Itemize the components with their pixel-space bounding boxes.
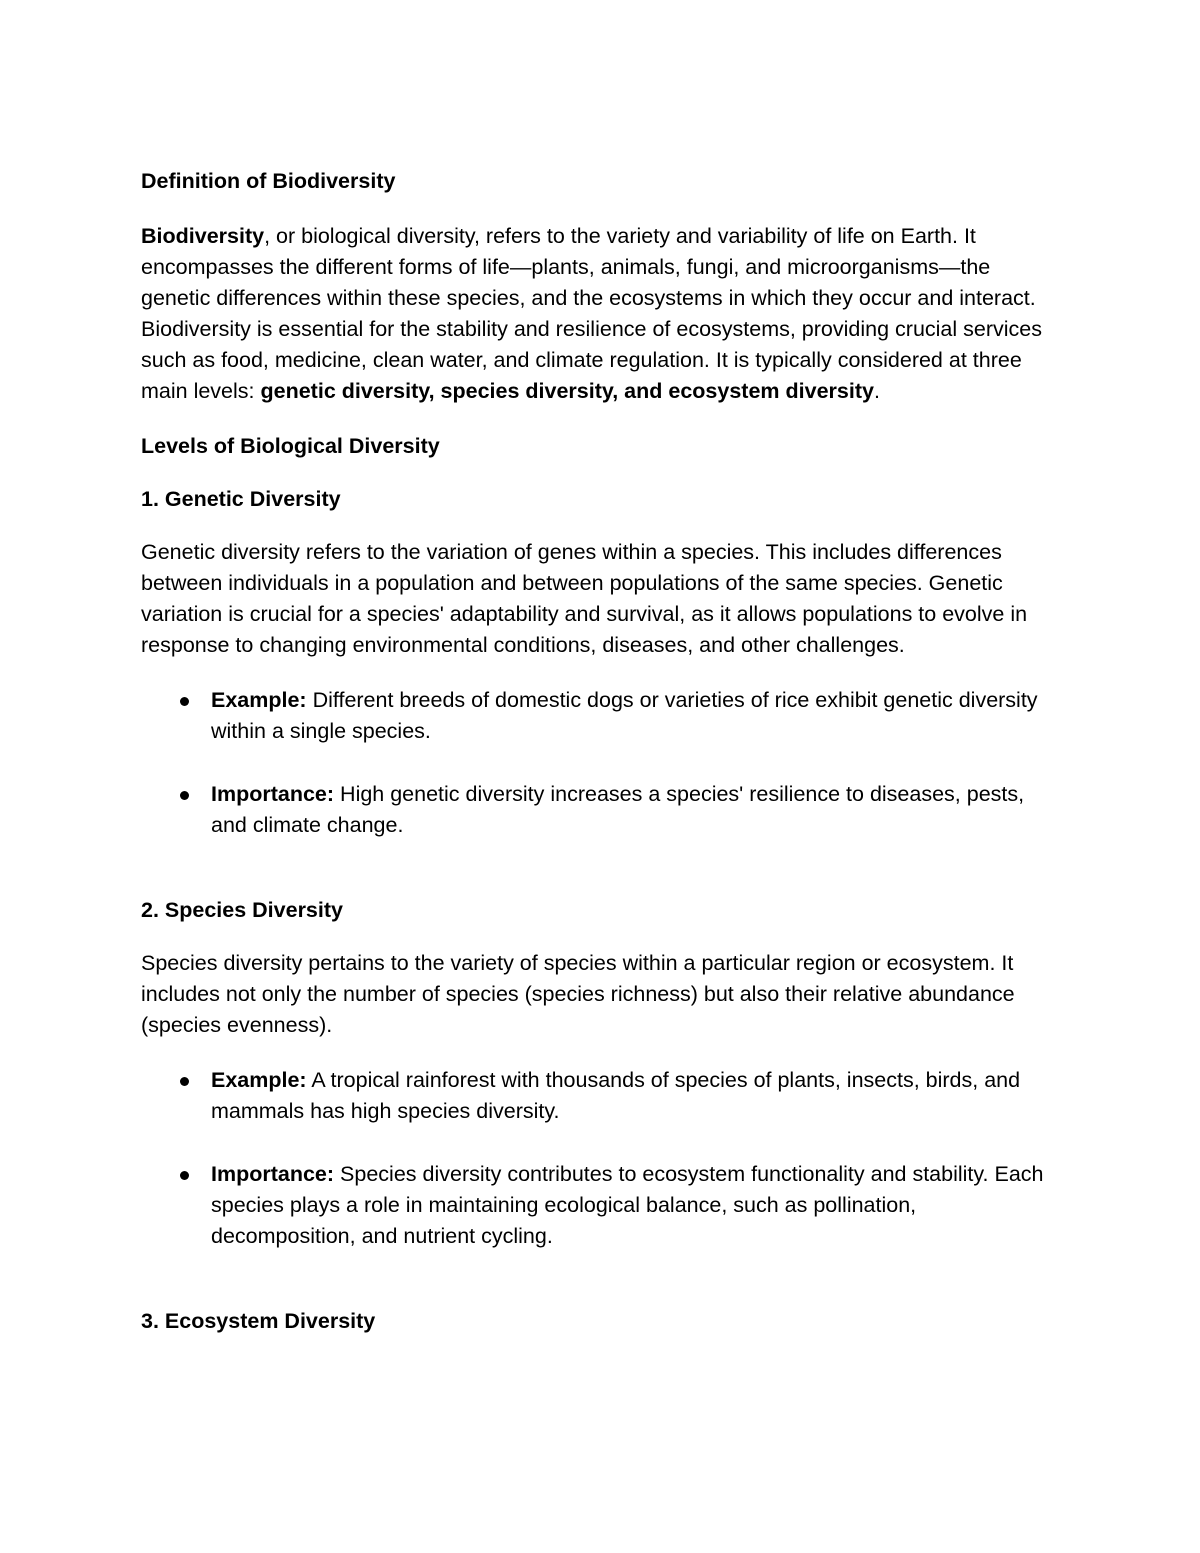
species-paragraph: Species diversity pertains to the variety of species within a particular region or ecosystem. It includes not only the number of species (species richness) but also their relative abundance (species evenness). [141, 951, 1015, 1037]
bullet-label: Example: [211, 688, 307, 712]
list-item [141, 1159, 1061, 1252]
biodiversity-term: Biodiversity [141, 224, 265, 248]
definition-text: , or biological diversity, refers to the variety and variability of life on Earth. It encompasses the different forms of life—plants, animals, fungi, and microorganisms—the genetic differences within these species, and the ecosystems in which they occur and interact. Biodiversity is essential for the stability and resilience of ecosystems, providing crucial services such as food, medicine, clean water, and climate regulation. It is typically considered at three main levels: [141, 224, 1042, 403]
list-item [141, 1065, 1061, 1127]
definition-end: . [873, 379, 880, 403]
definition-levels: genetic diversity, species diversity, and ecosystem diversity [260, 379, 874, 403]
document-content [141, 166, 1061, 1359]
bullet-label: Importance: [211, 1162, 335, 1186]
bullet-icon [180, 697, 189, 706]
levels-heading: Levels of Biological Diversity [141, 434, 440, 458]
bullet-icon [180, 1171, 189, 1180]
bullet-label: Importance: [211, 782, 335, 806]
genetic-paragraph: Genetic diversity refers to the variation of genes within a species. This includes differences between individuals in a population and between populations of the same species. Genetic variation is crucial for a species' adaptability and survival, as it allows populations to evolve in response to changing environmental conditions, diseases, and other challenges. [141, 540, 1028, 657]
spacer [141, 873, 1061, 895]
bullet-text: A tropical rainforest with thousands of species of plants, insects, birds, and mammals has high species diversity. [211, 1068, 1021, 1123]
bullet-label: Example: [211, 1068, 307, 1092]
definition-heading: Definition of Biodiversity [141, 169, 396, 193]
genetic-heading: 1. Genetic Diversity [141, 487, 341, 511]
bullet-icon [180, 1077, 189, 1086]
species-heading: 2. Species Diversity [141, 898, 343, 922]
bullet-icon [180, 791, 189, 800]
species-bullet-list [141, 1065, 1061, 1252]
bullet-text: Species diversity contributes to ecosystem functionality and stability. Each species plays a role in maintaining ecological balance, such as pollination, decomposition, and nutrient cycling. [211, 1162, 1044, 1248]
bullet-text: High genetic diversity increases a species' resilience to diseases, pests, and climate change. [211, 782, 1025, 837]
ecosystem-heading: 3. Ecosystem Diversity [141, 1309, 376, 1333]
bullet-text: Different breeds of domestic dogs or varieties of rice exhibit genetic diversity within a single species. [211, 688, 1038, 743]
list-item [141, 779, 1061, 841]
definition-paragraph [141, 221, 1061, 407]
list-item [141, 685, 1061, 747]
spacer [141, 1284, 1061, 1306]
genetic-bullet-list [141, 685, 1061, 841]
